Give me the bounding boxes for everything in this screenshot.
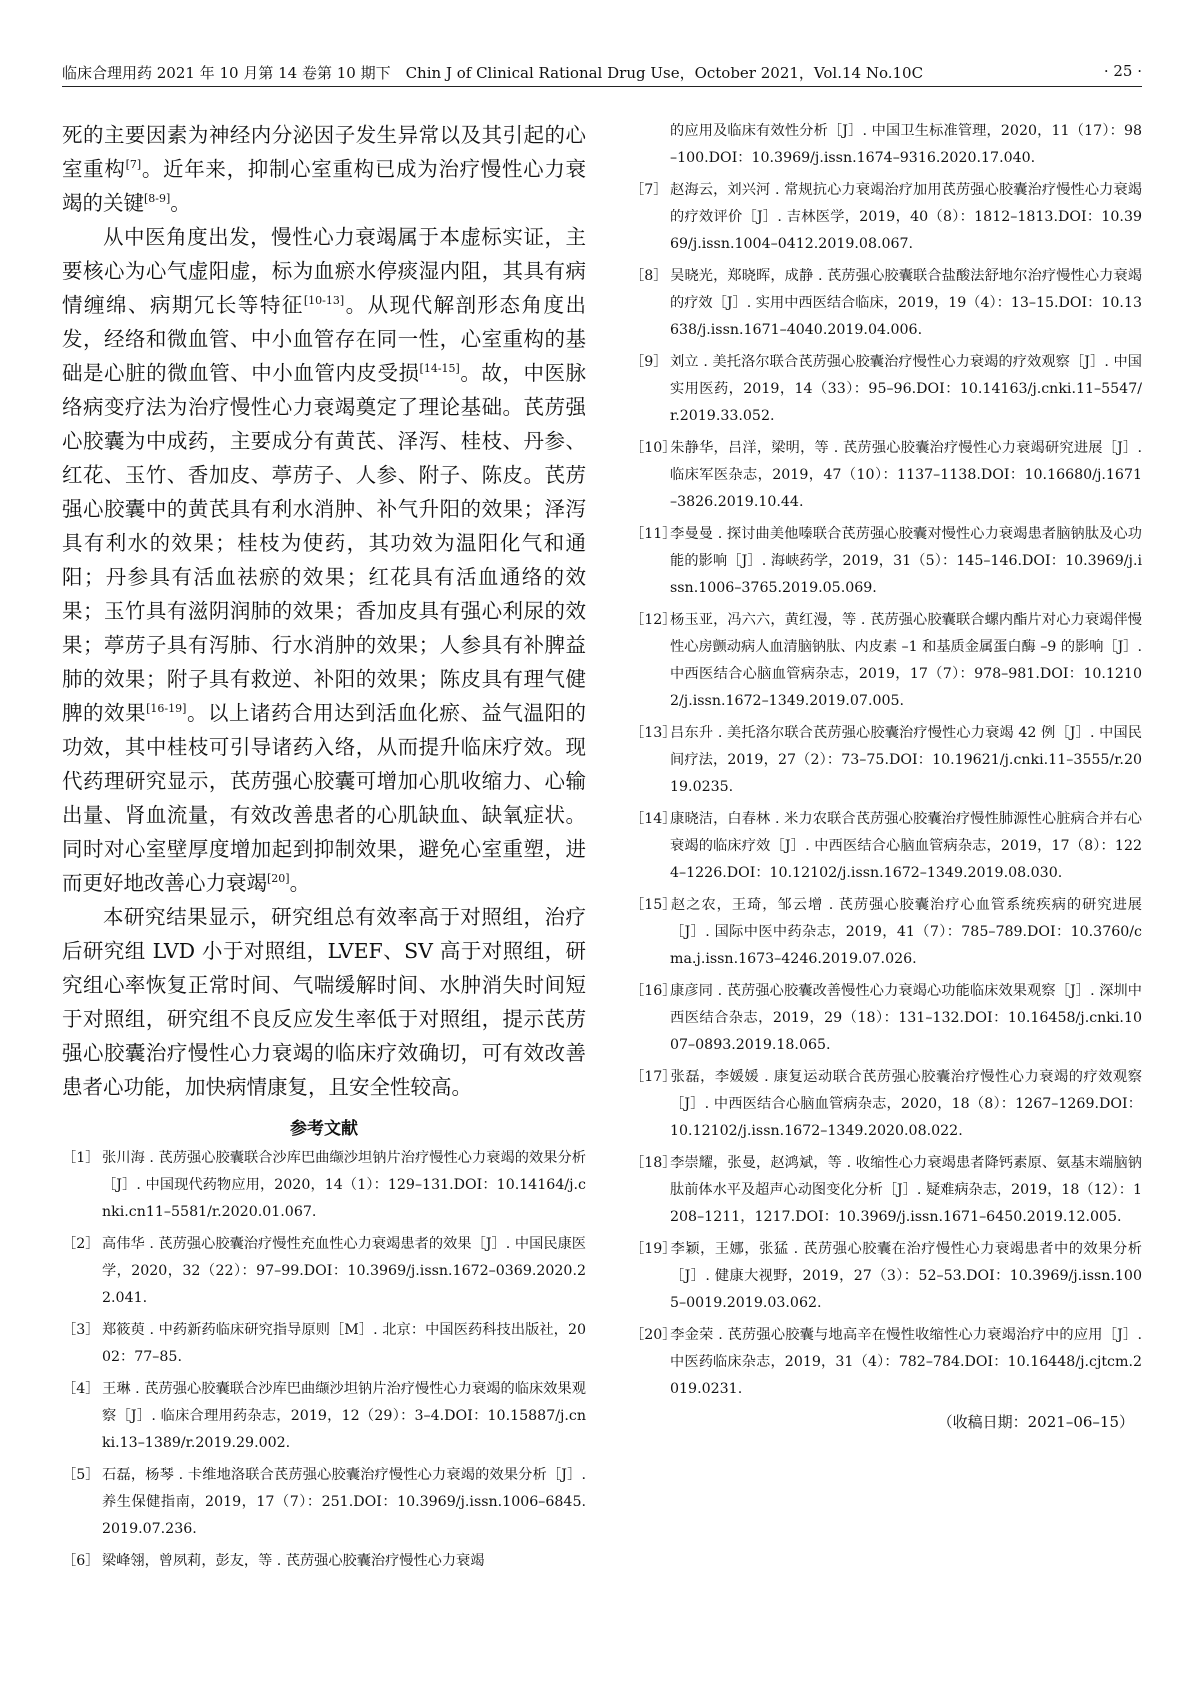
received-date: （收稿日期：2021–06–15） — [937, 1413, 1134, 1431]
reference-number: ［4］ — [62, 1381, 100, 1397]
citation: [10-13] — [303, 294, 345, 307]
reference-text: 赵之农，王琦，邹云增 . 芪苈强心胶囊治疗心血管系统疾病的研究进展［J］. 国际中医中药杂志，2019，41（7）：785–789.DOI：10.3760/cma.j.issn.1673–4246.2019.07.026. — [670, 897, 1142, 967]
reference-number: ［17］ — [630, 1069, 677, 1085]
reference-text: 吴晓光，郑晓晖，成静 . 芪苈强心胶囊联合盐酸法舒地尔治疗慢性心力衰竭的疗效［J］. 实用中西医结合临床，2019，19（4）：13–15.DOI：10.13638/j.issn.1671–4040.2019.04.006. — [670, 268, 1142, 338]
reference-number: ［13］ — [630, 725, 677, 741]
reference-item — [630, 978, 1142, 1059]
reference-text: 王琳 . 芪苈强心胶囊联合沙库巴曲缬沙坦钠片治疗慢性心力衰竭的临床效果观察［J］. 临床合理用药杂志，2019，12（29）：3–4.DOI：10.15887/j.cnki.13–1389/r.2019.29.002. — [102, 1381, 586, 1451]
reference-number: ［18］ — [630, 1155, 677, 1171]
body-paragraph-2 — [62, 220, 586, 900]
reference-item — [630, 349, 1142, 430]
reference-number: ［11］ — [630, 526, 677, 542]
body-text: 。 — [289, 871, 311, 895]
reference-item — [630, 263, 1142, 344]
reference-item — [630, 806, 1142, 887]
reference-number: ［12］ — [630, 612, 677, 628]
body-text: 。 — [170, 191, 191, 215]
body-text: 。以上诸药合用达到活血化瘀、益气温阳的功效，其中桂枝可引导诸药入络，从而提升临床疗效。现代药理研究显示，芪苈强心胶囊可增加心肌收缩力、心输出量、肾血流量，有效改善患者的心肌缺血、缺氧症状。同时对心室壁厚度增加起到抑制效果，避免心室重塑，进而更好地改善心力衰竭 — [62, 701, 587, 895]
body-text: 。故，中医脉络病变疗法为治疗慢性心力衰竭奠定了理论基础。芪苈强心胶囊为中成药，主要成分有黄芪、泽泻、桂枝、丹参、红花、玉竹、香加皮、葶苈子、人参、附子、陈皮。芪苈强心胶囊中的黄芪具有利水消肿、补气升阳的效果；泽泻具有利水的效果；桂枝为使药，其功效为温阳化气和通阳；丹参具有活血祛瘀的效果；红花具有活血通络的效果；玉竹具有滋阴润肺的效果；香加皮具有强心利尿的效果；葶苈子具有泻肺、行水消肿的效果；人参具有补脾益肺的效果；附子具有救逆、补阳的效果；陈皮具有理气健脾的效果 — [62, 361, 587, 725]
reference-number: ［6］ — [62, 1553, 100, 1569]
reference-item — [630, 1322, 1142, 1403]
reference-item — [62, 1548, 586, 1575]
right-column — [630, 118, 1142, 1432]
running-header — [62, 56, 1142, 87]
reference-number: ［7］ — [630, 182, 668, 198]
body-paragraph-1 — [62, 118, 586, 220]
reference-item — [62, 1231, 586, 1312]
reference-number: ［3］ — [62, 1322, 100, 1338]
reference-text: 朱静华，吕洋，梁明，等 . 芪苈强心胶囊治疗慢性心力衰竭研究进展［J］. 临床军医杂志，2019，47（10）：1137–1138.DOI：10.16680/j.1671–3826.2019.10.44. — [670, 440, 1142, 510]
reference-item — [630, 607, 1142, 715]
reference-item — [62, 1145, 586, 1226]
reference-item — [630, 720, 1142, 801]
body-paragraph-3: 本研究结果显示，研究组总有效率高于对照组，治疗后研究组 LVD 小于对照组，LVEF、SV 高于对照组，研究组心率恢复正常时间、气喘缓解时间、水肿消失时间短于对照组，研究组不良反应发生率低于对照组，提示芪苈强心胶囊治疗慢性心力衰竭的临床疗效确切，可有效改善患者心功能，加快病情康复，且安全性较高。 — [62, 905, 586, 1099]
reference-number: ［19］ — [630, 1241, 677, 1257]
reference-number: ［9］ — [630, 354, 668, 370]
left-column — [62, 118, 586, 1580]
reference-number: ［1］ — [62, 1150, 100, 1166]
reference-item — [630, 1150, 1142, 1231]
reference-text: 张川海 . 芪苈强心胶囊联合沙库巴曲缬沙坦钠片治疗慢性心力衰竭的效果分析［J］. 中国现代药物应用，2020，14（1）：129–131.DOI：10.14164/j.cnki.cn11–5581/r.2020.01.067. — [102, 1150, 586, 1220]
reference-number: ［2］ — [62, 1236, 100, 1252]
citation: [14-15] — [419, 362, 460, 375]
page-number: · 25 · — [1103, 62, 1142, 80]
citation: [8-9] — [144, 192, 171, 205]
reference-text: 石磊，杨琴 . 卡维地洛联合芪苈强心胶囊治疗慢性心力衰竭的效果分析［J］. 养生保健指南，2019，17（7）：251.DOI：10.3969/j.issn.1006–6845.2019.07.236. — [102, 1467, 586, 1537]
reference-item — [630, 435, 1142, 516]
reference-item — [630, 521, 1142, 602]
body-text: 。从现代解剖形态角度出发，经络和微血管、中小血管存在同一性，心室重构的基础是心脏的微血管、中小血管内皮受损 — [62, 293, 587, 385]
reference-list-left — [62, 1145, 586, 1575]
reference-text: 康晓洁，白春林 . 米力农联合芪苈强心胶囊治疗慢性肺源性心脏病合并右心衰竭的临床疗效［J］. 中西医结合心脑血管病杂志，2019，17（8）：1224–1226.DOI：10.12102/j.issn.1672–1349.2019.08.030. — [670, 811, 1142, 881]
reference-text: 吕东升 . 美托洛尔联合芪苈强心胶囊治疗慢性心力衰竭 42 例［J］. 中国民间疗法，2019，27（2）：73–75.DOI：10.19621/j.cnki.11–3555/r.2019.0235. — [670, 725, 1142, 795]
reference-number: ［15］ — [630, 897, 677, 913]
reference-text: 高伟华 . 芪苈强心胶囊治疗慢性充血性心力衰竭患者的效果［J］. 中国民康医学，2020，32（22）：97–99.DOI：10.3969/j.issn.1672–0369.2020.22.041. — [102, 1236, 586, 1306]
reference-text: 郑筱萸 . 中药新药临床研究指导原则［M］. 北京：中国医药科技出版社，2002：77–85. — [102, 1322, 586, 1365]
reference-item — [62, 1376, 586, 1457]
reference-item — [630, 1064, 1142, 1145]
reference-item — [630, 118, 1142, 172]
body-text: 死的主要因素为神经内分泌因子发生异常以及其引起的心室重构 — [62, 123, 586, 181]
reference-text: 赵海云，刘兴河 . 常规抗心力衰竭治疗加用芪苈强心胶囊治疗慢性心力衰竭的疗效评价［J］. 吉林医学，2019，40（8）：1812–1813.DOI：10.3969/j.issn.1004–0412.2019.08.067. — [670, 182, 1142, 252]
reference-number: ［10］ — [630, 440, 677, 456]
reference-number: ［8］ — [630, 268, 668, 284]
body-text: 从中医角度出发，慢性心力衰竭属于本虚标实证，主要核心为心气虚阳虚，标为血瘀水停痰湿内阻，其具有病情缠绵、病期冗长等特征 — [62, 225, 586, 317]
reference-text: 梁峰翎，曾夙莉，彭友，等 . 芪苈强心胶囊治疗慢性心力衰竭 — [102, 1553, 485, 1569]
reference-item — [630, 892, 1142, 973]
reference-text: 李崇耀，张曼，赵鸿斌，等 . 收缩性心力衰竭患者降钙素原、氨基末端脑钠肽前体水平及超声心动图变化分析［J］. 疑难病杂志，2019，18（12）：1208–1211，1217.DOI：10.3969/j.issn.1671–6450.2019.12.005. — [670, 1155, 1142, 1225]
reference-number: ［16］ — [630, 983, 677, 999]
reference-item — [62, 1317, 586, 1371]
reference-item — [62, 1462, 586, 1543]
reference-text: 刘立 . 美托洛尔联合芪苈强心胶囊治疗慢性心力衰竭的疗效观察［J］. 中国实用医药，2019，14（33）：95–96.DOI：10.14163/j.cnki.11–5547/r.2019.33.052. — [670, 354, 1142, 424]
reference-text: 李颖，王娜，张猛 . 芪苈强心胶囊在治疗慢性心力衰竭患者中的效果分析［J］. 健康大视野，2019，27（3）：52–53.DOI：10.3969/j.issn.1005–0019.2019.03.062. — [670, 1241, 1142, 1311]
journal-header-text: 临床合理用药 2021 年 10 月第 14 卷第 10 期下 Chin J of Clinical Rational Drug Use，October 2021，Vol.14 No.10C — [62, 64, 924, 82]
reference-text: 张磊，李媛媛 . 康复运动联合芪苈强心胶囊治疗慢性心力衰竭的疗效观察［J］. 中西医结合心脑血管病杂志，2020，18（8）：1267–1269.DOI：10.12102/j.issn.1672–1349.2020.08.022. — [670, 1069, 1142, 1139]
reference-item — [630, 177, 1142, 258]
reference-text: 李金荣 . 芪苈强心胶囊与地高辛在慢性收缩性心力衰竭治疗中的应用［J］. 中医药临床杂志，2019，31（4）：782–784.DOI：10.16448/j.cjtcm.2019.0231. — [670, 1327, 1142, 1397]
reference-text: 李曼曼 . 探讨曲美他嗪联合芪苈强心胶囊对慢性心力衰竭患者脑钠肽及心功能的影响［J］. 海峡药学，2019，31（5）：145–146.DOI：10.3969/j.issn.1006–3765.2019.05.069. — [670, 526, 1142, 596]
citation: [20] — [267, 872, 290, 885]
reference-number: ［5］ — [62, 1467, 100, 1483]
reference-text: 杨玉亚，冯六六，黄红漫，等 . 芪苈强心胶囊联合螺内酯片对心力衰竭伴慢性心房颤动病人血清脑钠肽、内皮素 –1 和基质金属蛋白酶 –9 的影响［J］. 中西医结合心脑血管病杂志，2019，17（7）：978–981.DOI：10.12102/j.issn.1672–1349.2019.07.005. — [670, 612, 1142, 709]
references-heading: 参考文献 — [290, 1119, 358, 1139]
reference-text: 的应用及临床有效性分析［J］. 中国卫生标准管理，2020，11（17）：98–100.DOI：10.3969/j.issn.1674–9316.2020.17.040. — [670, 123, 1142, 166]
reference-item — [630, 1236, 1142, 1317]
body-text: 。近年来，抑制心室重构已成为治疗慢性心力衰竭的关键 — [62, 157, 587, 215]
citation: [16-19] — [146, 702, 187, 715]
citation: [7] — [125, 158, 142, 171]
reference-text: 康彦同 . 芪苈强心胶囊改善慢性心力衰竭心功能临床效果观察［J］. 深圳中西医结合杂志，2019，29（18）：131–132.DOI：10.16458/j.cnki.1007–0893.2019.18.065. — [670, 983, 1142, 1053]
reference-list-right — [630, 118, 1142, 1403]
reference-number: ［20］ — [630, 1327, 677, 1343]
reference-number: ［14］ — [630, 811, 677, 827]
